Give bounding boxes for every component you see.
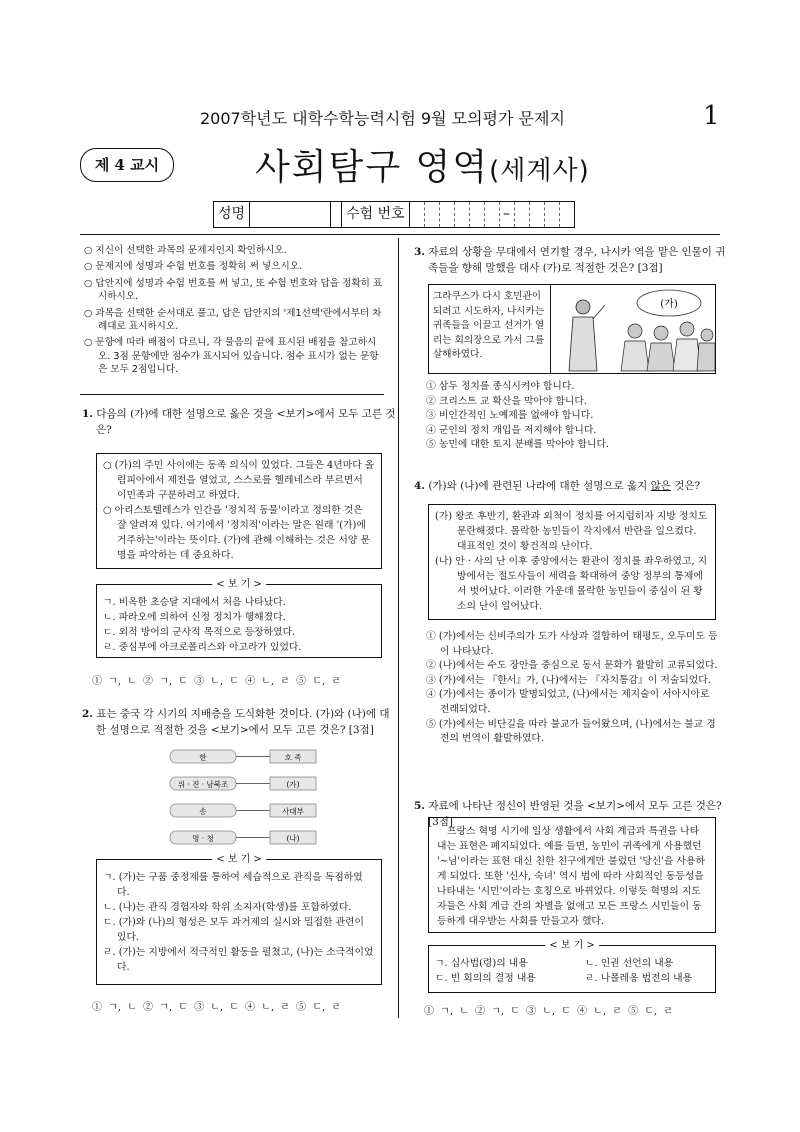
q5-choices[interactable]: ① ㄱ, ㄴ ② ㄱ, ㄷ ③ ㄴ, ㄷ ④ ㄴ, ㄹ ⑤ ㄷ, ㄹ [424,1006,673,1017]
q2-choices[interactable]: ① ㄱ, ㄴ ② ㄱ, ㄷ ③ ㄴ, ㄷ ④ ㄴ, ㄹ ⑤ ㄷ, ㄹ [92,1002,341,1013]
option-2[interactable]: ② 크리스트 교 확산을 막아야 합니다. [426,395,587,407]
instruction-item: ○ 답안지에 성명과 수험 번호를 써 넣고, 또 수험 번호와 답을 정확히 표시하시오. [84,277,383,303]
q2-bogi-box [96,854,382,985]
bogi-item: ㄱ. 비옥한 초승달 지대에서 처음 나타났다. [103,597,286,608]
question-text: (가)와 (나)에 관련된 나라에 대한 설명으로 옳지 [428,480,651,492]
diagram-class: (가) [286,780,300,789]
question-4 [414,478,734,494]
exam-title: 2007학년도 대학수학능력시험 9월 모의평가 문제지 [200,109,565,128]
question-number: 4. [414,480,425,492]
option-1[interactable]: ① 삼두 정치를 종식시켜야 합니다. [426,381,575,392]
column-divider [398,238,399,1018]
q1-bogi-box [96,579,382,658]
subject-title [255,139,590,190]
option-4[interactable]: ④ 군인의 정치 개입을 저지해야 합니다. [426,424,597,436]
exam-number-cell[interactable] [425,202,440,227]
question-text-end: 것은? [670,480,701,492]
exam-number-cell[interactable] [470,202,485,227]
diagram-era: 송 [199,807,207,816]
diagram-era: 명 · 청 [192,834,214,843]
q3-options [426,380,716,453]
exam-number-cell[interactable] [485,202,500,227]
instruction-item: ○ 문항에 따라 배점이 다르니, 각 물음의 끝에 표시된 배점을 참고하시오. 3점 문항에만 점수가 표시되어 있습니다. 점수 표시가 없는 문항은 모두 2점입니다. [84,337,379,376]
passage-item: (나) 안 · 사의 난 이후 중앙에서는 환관이 정치를 좌우하였고, 지방에서는 절도사들이 세력을 확대하여 중앙 정부의 통제에서 벗어났다. 이러한 가운데 몰락한 농민들이 중심이 된 황소의 난이 일어났다. [435,556,708,612]
name-label: 성명 [214,202,250,227]
option-2[interactable]: ② (나)에서는 수도 장안을 중심으로 동서 문화가 활발히 교류되었다. [426,660,718,672]
diagram-row [170,804,316,817]
diagram-class: 사대부 [282,807,304,816]
q3-material [428,284,716,374]
instruction-item: ○ 지신이 선택한 과목의 문제지인지 확인하시오. [84,245,287,256]
diagram-row [170,750,316,763]
subject-sub: (세계사) [489,156,590,186]
question-number: 2. [82,708,93,720]
exam-number-label: 수험 번호 [342,202,410,227]
page-number: 1 [703,101,720,131]
senators-figures [621,322,715,371]
exam-number-cell[interactable] [530,202,545,227]
name-field[interactable] [250,202,331,227]
senate-scene-illustration [551,285,715,373]
diagram-class: (나) [286,834,300,843]
question-text: 표는 중국 각 시기의 지배층을 도식화한 것이다. (가)와 (나)에 대한 설명으로 적절한 것을 <보기>에서 모두 고른 것은? [3점] [96,708,390,736]
bogi-label: < 보 기 > [212,852,266,867]
question-3 [414,244,734,276]
passage-item: (가) 왕조 후반기, 환관과 외척이 정치를 어지럽히자 지방 정치도 문란해졌다. 몰락한 농민들이 각지에서 반란을 일으켰다. 대표적인 것이 황건적의 난이다. [435,511,708,552]
exam-number-cell[interactable] [515,202,530,227]
diagram-era: 한 [199,753,207,762]
option-3[interactable]: ③ (가)에서는 『한서』가, (나)에서는 『자치통감』이 저술되었다. [426,674,711,686]
option-4[interactable]: ④ (가)에서는 종이가 발명되었고, (나)에서는 제지술이 서아시아로 전래되었다. [426,689,710,715]
bogi-item: ㄹ. 중심부에 아크로폴리스와 아고라가 있었다. [103,642,302,653]
bogi-item: ㄱ. (가)는 구품 중정제를 통하여 세습적으로 관직을 독점하였다. [103,872,363,898]
session-badge: 제 4 교시 [80,148,174,182]
exam-number-cell[interactable] [410,202,425,227]
exam-number-cell[interactable] [560,202,574,227]
option-5[interactable]: ⑤ (가)에서는 비단길을 따라 불교가 들어왔으며, (나)에서는 불교 경전의 번역이 활발하였다. [426,718,716,745]
question-text: 자료의 상황을 무대에서 연기할 경우, 나시카 역을 맡은 인물이 귀족들을 향해 말했을 대사 (가)로 적절한 것은? [3점] [428,246,726,274]
question-text-emphasis: 않은 [650,480,671,492]
question-2 [82,706,396,738]
instruction-item: ○ 문제지에 성명과 수험 번호를 정확히 써 넣으시오. [84,261,303,273]
question-number: 1. [82,408,93,420]
q3-passage: 그라쿠스가 다시 호민관이 되려고 시도하자, 나시카는 귀족들을 이끌고 선거가 열리는 회의장으로 가서 그를 살해하였다. [429,285,551,373]
q4-passage-box [428,504,716,620]
header-rule [80,234,720,235]
bogi-item: ㄹ. (가)는 지방에서 적극적인 활동을 펼쳤고, (나)는 소극적이었다. [103,947,374,973]
q1-passage-box [96,453,382,569]
exam-number-cell[interactable] [455,202,470,227]
bogi-label: < 보 기 > [545,938,599,953]
exam-number-cell[interactable] [440,202,455,227]
passage-item: ○ (가)의 주민 사이에는 동족 의식이 있었다. 그들은 4년마다 올림피아에서 제전을 열었고, 스스로를 헬레네스라 부르면서 이민족과 구분하려고 하였다. [103,460,375,501]
question-text: 자료에 나타난 정신이 반영된 것을 <보기>에서 모두 고른 것은? [3점] [428,800,722,828]
option-1[interactable]: ① (가)에서는 신비주의가 도가 사상과 결합하여 태평도, 오두미도 등이 나타났다. [426,631,718,657]
orator-figure [569,300,605,371]
q5-bogi-box [428,940,716,993]
question-1 [82,406,396,438]
instruction-item: ○ 과목을 선택한 순서대로 풀고, 답은 답안지의 '제1선택'란에서부터 차례대로 표시하시오. [84,307,382,333]
bogi-item: ㄴ. 파라오에 의하여 신정 정치가 행해졌다. [103,612,286,623]
bogi-label: < 보 기 > [212,577,266,592]
q1-choices[interactable]: ① ㄱ, ㄴ ② ㄱ, ㄷ ③ ㄴ, ㄷ ④ ㄴ, ㄹ ⑤ ㄷ, ㄹ [92,676,341,687]
diagram-class: 호 족 [284,753,302,762]
instructions [84,244,384,380]
exam-number-cell[interactable] [545,202,560,227]
q4-options [426,630,718,747]
diagram-row [170,831,316,844]
q5-passage-box: 프랑스 혁명 시기에 일상 생활에서 사회 계급과 특권을 나타내는 표현은 폐지되었다. 예를 들면, 농민이 귀족에게 사용했던 '~님'이라는 표현 대신 친한 친구에게만 불렀던 '당신'을 사용하게 되었다. 또한 '신사, 숙녀' 역시 법에 따라 사회적인 동등성을 나타내는 '시민'이라는 호칭으로 바뀌었다. 이렇듯 혁명의 지도자들은 사회 계급 간의 차별을 없애고 모든 프랑스 시민들이 동등하게 대우받는 사회를 만들고자 했다. [428,817,716,933]
option-3[interactable]: ③ 비인간적인 노예제를 없애야 합니다. [426,410,594,422]
bogi-item: ㄷ. (가)와 (나)의 형성은 모두 과거제의 실시와 밀접한 관련이 있다. [103,917,364,943]
subject-main: 사회탐구 영역 [255,147,490,188]
question-number: 5. [414,800,425,812]
speech-bubble-text: (가) [660,299,678,310]
passage-item: ○ 아리스토텔레스가 인간을 '정치적 동물'이라고 정의한 것은 잘 알려져 있다. 여기에서 '정치적'이라는 말은 원래 '(가)에 거주하는'이라는 뜻이다. (가)에 관해 이해하는 것은 서양 문명을 파악하는 데 중요하다. [103,505,370,561]
question-number: 3. [414,246,425,258]
name-and-exam-number-box [213,201,575,228]
bogi-item: ㄱ. 십사법(령)의 내용 [435,958,528,969]
bogi-item: ㄴ. (나)는 관직 경험자와 학위 소지자(학생)를 포함하였다. [103,902,352,913]
diagram-era: 위 · 진 · 남북조 [177,780,229,789]
option-5[interactable]: ⑤ 농민에 대한 토지 분배를 막아야 합니다. [426,439,610,451]
exam-number-dash: – [500,202,515,227]
bogi-item: ㄷ. 빈 회의의 결정 내용 [435,973,536,984]
diagram-row [170,777,316,790]
bogi-item: ㄴ. 인권 선언의 내용 [585,958,674,969]
q2-diagram [160,748,340,848]
question-text: 다음의 (가)에 대한 설명으로 옳은 것을 <보기>에서 모두 고른 것은? [96,408,396,436]
bogi-item: ㄹ. 나폴레옹 법전의 내용 [585,973,693,984]
bogi-item: ㄷ. 외적 방어의 군사적 목적으로 등장하였다. [103,627,296,638]
instructions-rule [80,394,384,395]
